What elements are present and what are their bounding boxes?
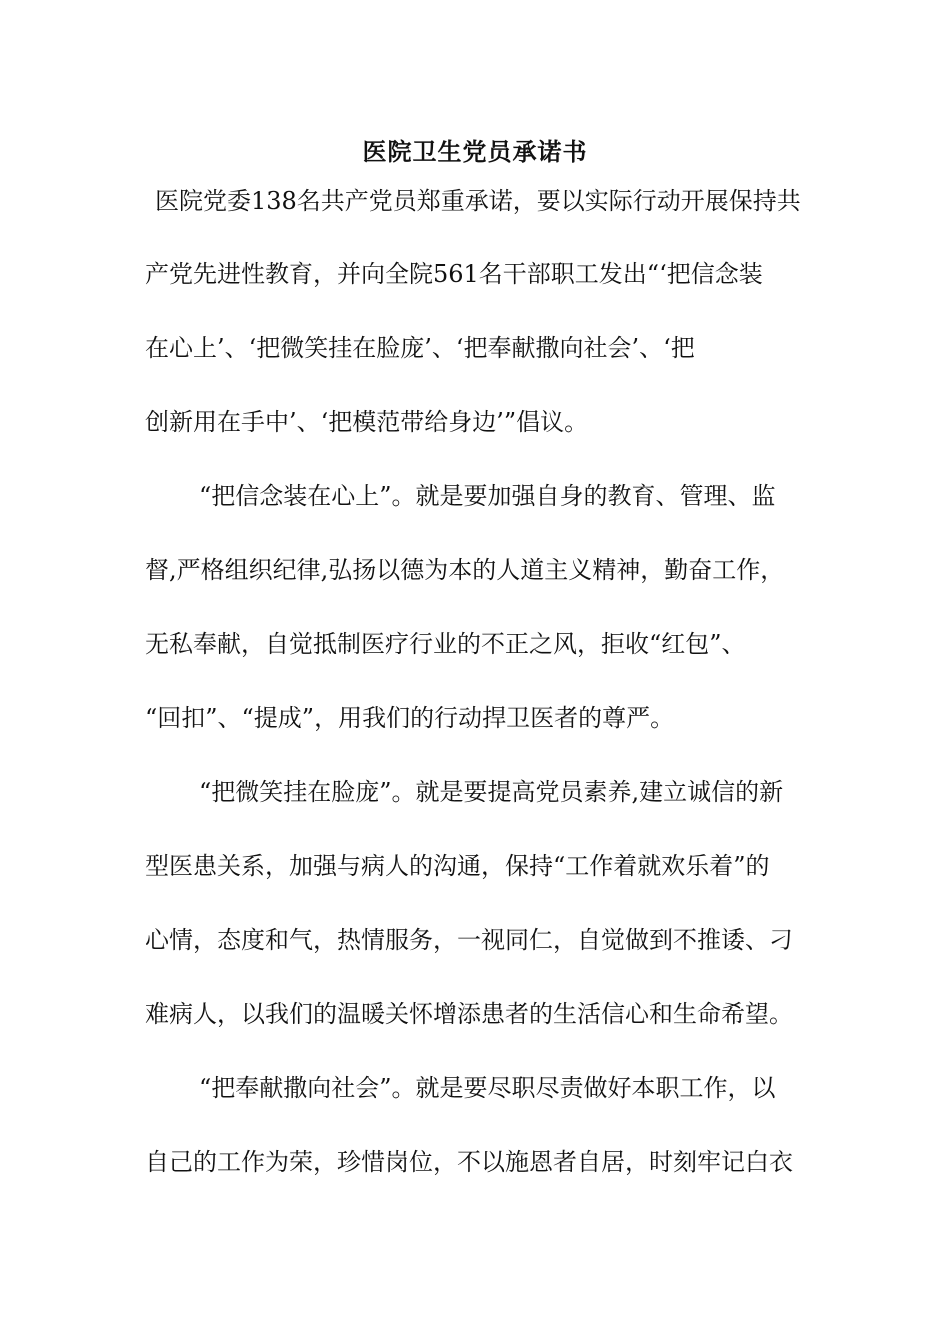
paragraph-line: 型医患关系，加强与病人的沟通，保持“工作着就欢乐着”的 <box>145 852 770 880</box>
paragraph-line: 心情，态度和气，热情服务，一视同仁，自觉做到不推诿、刁 <box>145 926 793 954</box>
paragraph-line: “把微笑挂在脸庞”。就是要提高党员素养,建立诚信的新 <box>199 778 784 806</box>
paragraph-line: 自己的工作为荣，珍惜岗位，不以施恩者自居，时刻牢记白衣 <box>145 1148 793 1176</box>
paragraph-line: 无私奉献，自觉抵制医疗行业的不正之风，拒收“红包”、 <box>145 630 746 658</box>
paragraph-line: 创新用在手中’、‘把模范带给身边’”倡议。 <box>145 408 589 436</box>
document-title: 医院卫生党员承诺书 <box>362 137 588 166</box>
paragraph-line: 督,严格组织纪律,弘扬以德为本的人道主义精神，勤奋工作， <box>145 556 785 584</box>
paragraph-line: 难病人，以我们的温暖关怀增添患者的生活信心和生命希望。 <box>145 1000 793 1028</box>
paragraph-line: 在心上’、‘把微笑挂在脸庞’、‘把奉献撒向社会’、‘把 <box>145 334 695 362</box>
paragraph-line: “把奉献撒向社会”。就是要尽职尽责做好本职工作，以 <box>199 1074 776 1102</box>
paragraph-line: “回扣”、“提成”，用我们的行动捍卫医者的尊严。 <box>145 704 675 732</box>
paragraph-line: “把信念装在心上”。就是要加强自身的教育、管理、监 <box>199 482 776 510</box>
paragraph-line: 产党先进性教育，并向全院561名干部职工发出“‘把信念装 <box>145 260 763 288</box>
paragraph-line: 医院党委138名共产党员郑重承诺，要以实际行动开展保持共 <box>155 187 801 215</box>
